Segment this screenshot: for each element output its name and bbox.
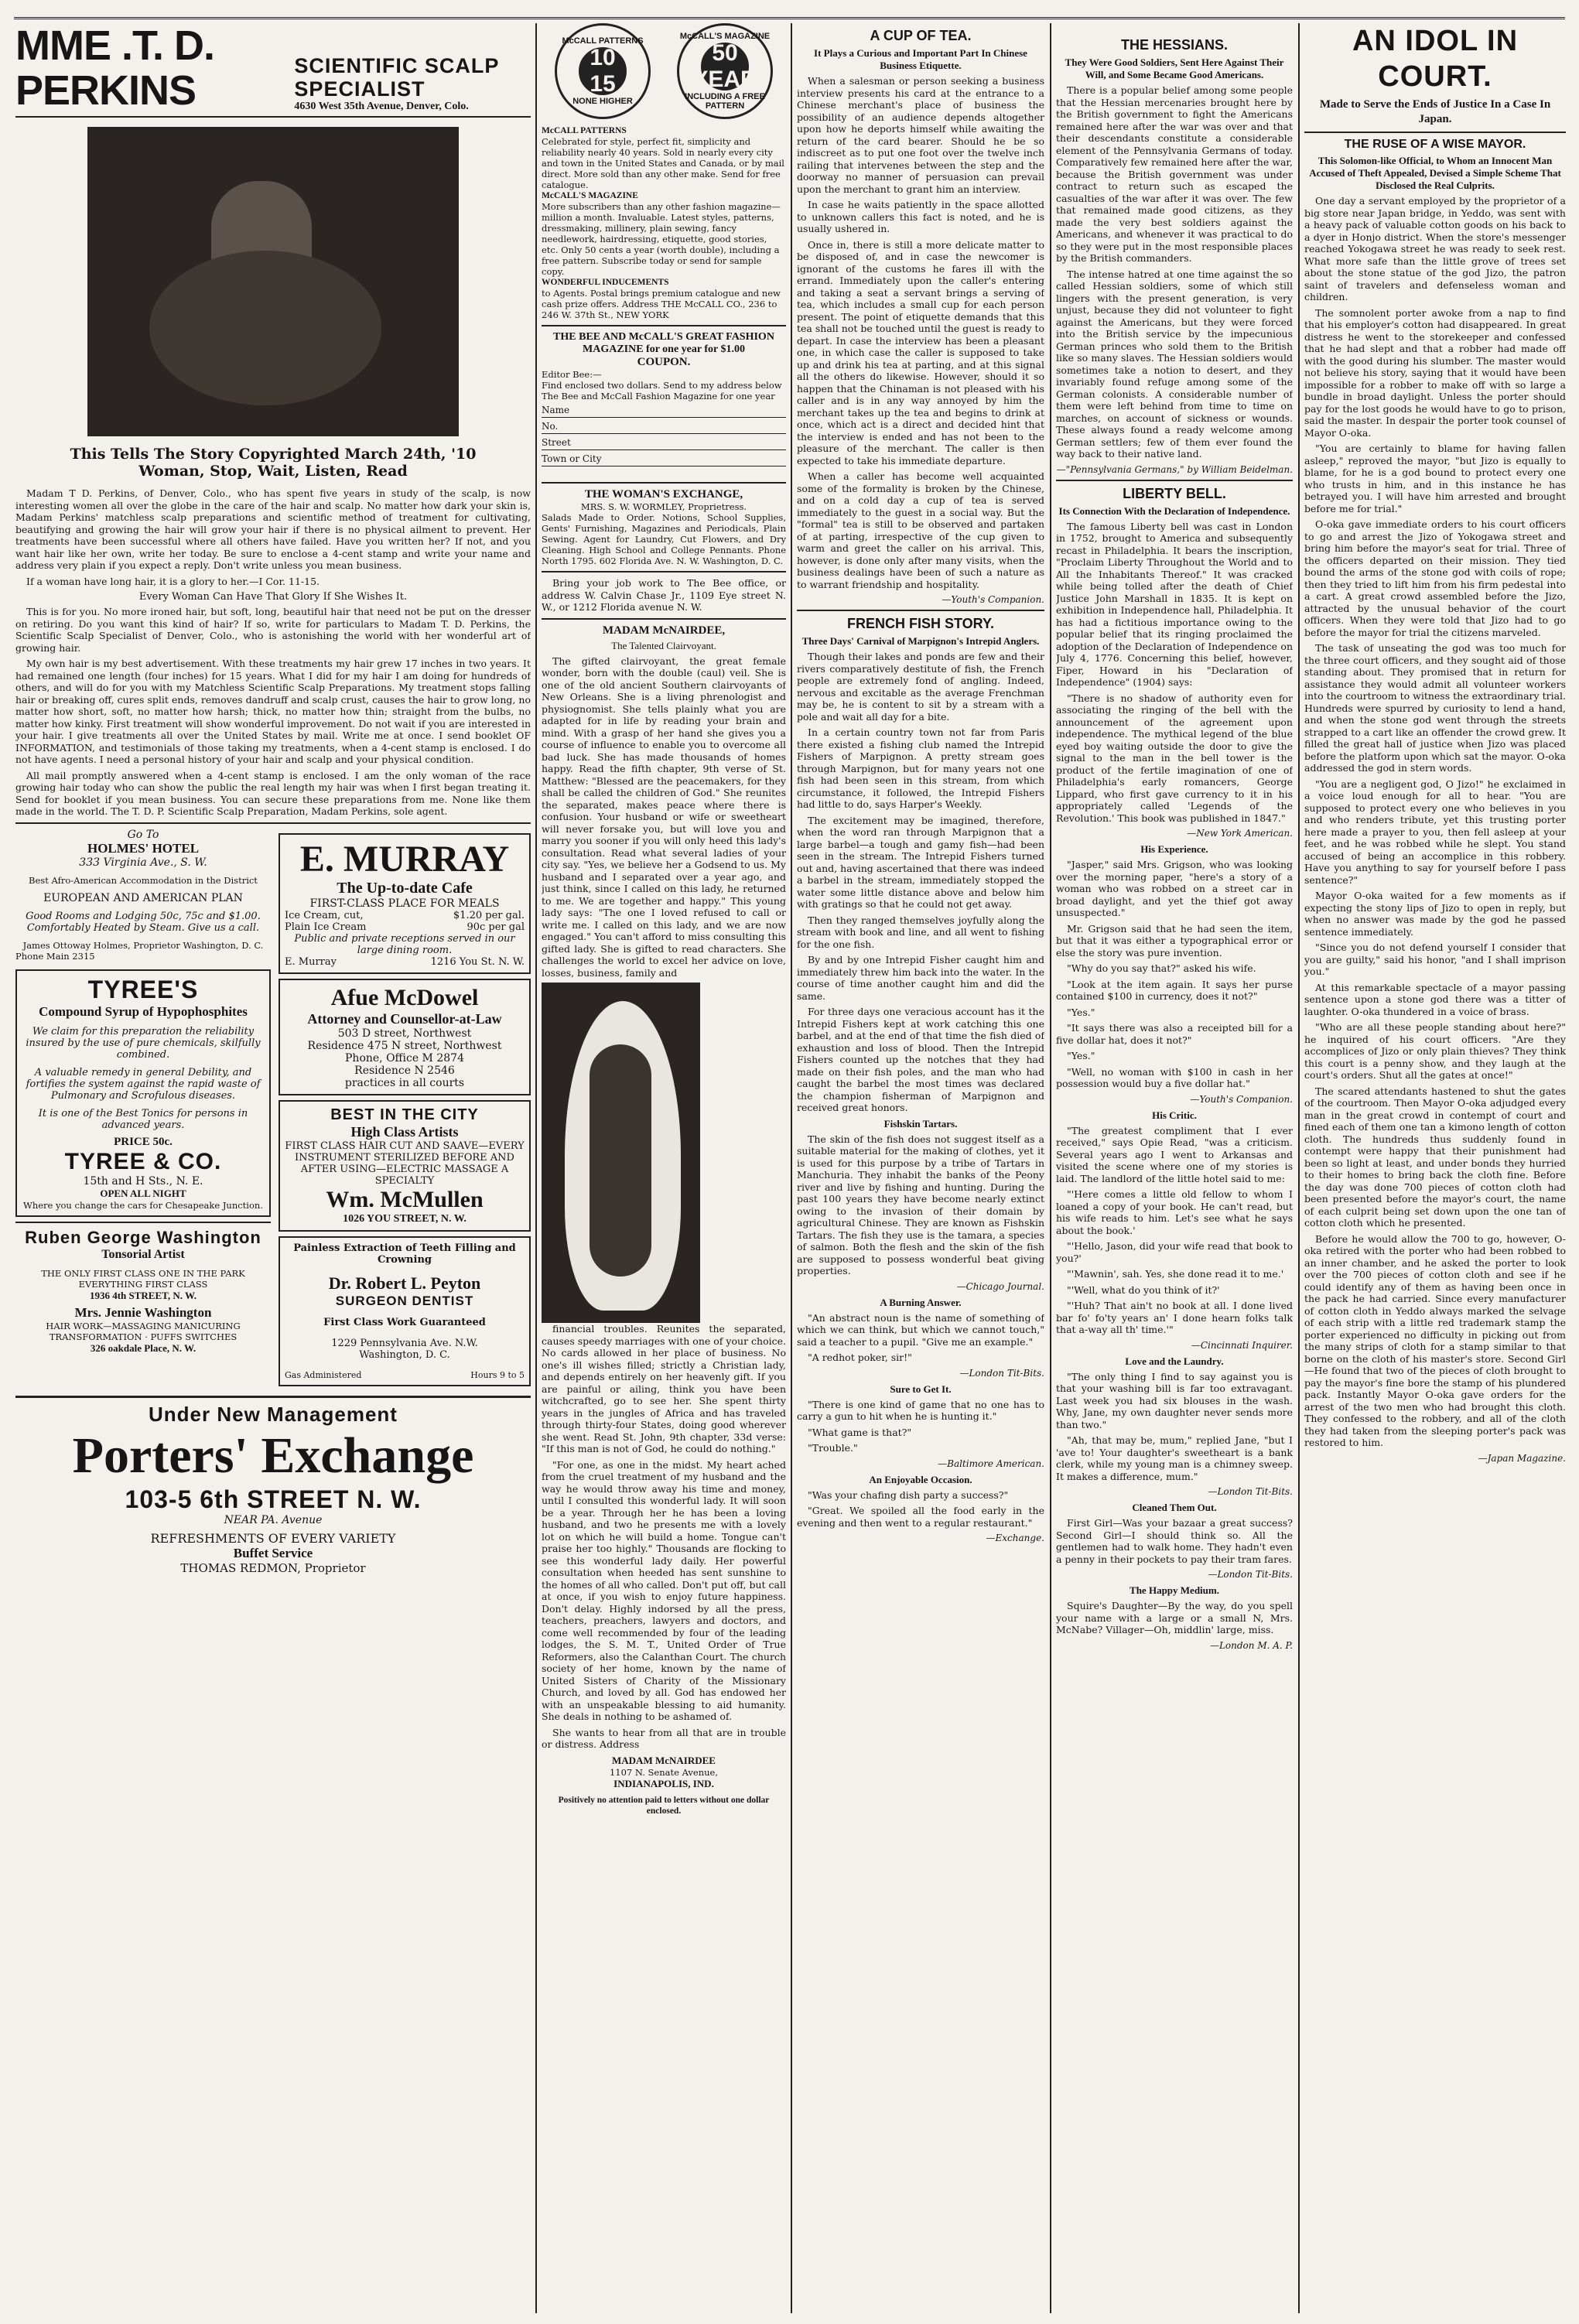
mccall-patterns-badge xyxy=(555,23,651,119)
critic-paragraph: "'Hello, Jason, did your wife read that book to you?' xyxy=(1056,1240,1293,1264)
mccall-badges xyxy=(542,23,786,119)
column-idol xyxy=(1304,23,1566,2313)
critic-paragraph: "The greatest compliment that I ever received," says Opie Read, "was a criticism. Several years ago I went to Arkansas and visited the scene where one of my stories is laid. The landlord of the little hotel said to me: xyxy=(1056,1124,1293,1184)
perkins-portrait xyxy=(87,127,459,436)
mcnairdee-name: MADAM McNAIRDEE, xyxy=(602,624,726,637)
tartars-source: —Chicago Journal. xyxy=(956,1280,1044,1292)
mcdowel-ad xyxy=(279,979,531,1095)
column-mccall xyxy=(542,23,786,2313)
badge-number: 10 15 xyxy=(579,47,627,95)
badge-label: NONE HIGHER xyxy=(572,97,633,106)
murray-ice-2-price: 90c per gal xyxy=(467,921,525,933)
peyton-address: 1229 Pennsylvania Ave. N.W. xyxy=(331,1337,478,1349)
column-rule xyxy=(1298,23,1300,2313)
perkins-name: MME .T. D. PERKINS xyxy=(15,23,214,114)
ruben-line: 1936 4th STREET, N. W. xyxy=(89,1289,197,1301)
mcdowel-name: Afue McDowel xyxy=(330,984,479,1010)
mcmullen-address: 1026 YOU STREET, N. W. xyxy=(343,1212,467,1225)
enjoyable-title: An Enjoyable Occasion. xyxy=(869,1473,972,1485)
coupon-field[interactable]: Street xyxy=(542,437,786,450)
column-perkins xyxy=(15,23,531,2313)
mcdowel-line: Phone, Office M 2874 xyxy=(345,1051,464,1065)
peyton-name: Dr. Robert L. Peyton xyxy=(328,1273,481,1293)
mcnairdee-address: MADAM McNAIRDEE xyxy=(612,1754,716,1766)
experience-paragraph: "Yes." xyxy=(1067,1006,1095,1018)
perkins-paragraph: If a woman have long hair, it is a glory to her.—I Cor. 11-15. xyxy=(26,575,320,587)
badge-label: INCLUDING A FREE PATTERN xyxy=(685,92,765,111)
coupon-editor: Editor Bee:— xyxy=(542,369,602,380)
porters-near: NEAR PA. Avenue xyxy=(224,1513,323,1526)
critic-paragraph: "'Here comes a little old fellow to whom I loaned a copy of your book. He can't read, but his wife reads to him. Let's see what he says about the book.' xyxy=(1056,1188,1293,1236)
enjoyable-paragraph: "Great. We spoiled all the food early in the evening and then went to a regular restaurant." xyxy=(797,1505,1044,1529)
coupon-field[interactable]: No. xyxy=(542,421,786,434)
ruben-name-2: Mrs. Jennie Washington xyxy=(74,1304,212,1320)
murray-cafe: The Up-to-date Cafe xyxy=(337,879,473,897)
fish-paragraph: For three days one veracious account has it the Intrepid Fishers kept at work catching this one barbel, and at the end of that time the fish died of exhaustion and loss of blood. Then the Intrepid Fishers counted up the notches that they had made on their fish poles, and the man who had caught the barbel the most times was declared the champion fisherman of Marpignon and received great honors. xyxy=(797,1006,1044,1113)
idol-paragraph: Before he would allow the 700 to go, however, O-oka retired with the porter who had been robbed to an inner chamber, and he asked the porter to look over the 700 pieces of cotton cloth and see if he could identify any of them as having been once in the pack he had carried. Since every manufacturer of cotton cloth in Yeddo always marked the selvage of each strip with a little red trademark stamp the porter experienced no difficulty in picking out from the many strips of cloth for a stamp similar to that borne on the cloth of his master's store. Second Girl—He found that two of the pieces of cloth brought to pay the mayor's fine bore the stamp of his plundered pack. Instantly Mayor O-oka gave orders for the arrest of the two men who had brought this cloth. They confessed to the robbery, and all of the cloth they had taken from the sleeping porter's pack was restored to him. xyxy=(1304,1232,1566,1448)
perkins-address: 4630 West 35th Avenue, Denver, Colo. xyxy=(294,101,469,112)
ruben-line: TRANSFORMATION · PUFFS SWITCHES xyxy=(49,1331,238,1342)
exchange-body: Salads Made to Order. Notions, School Supplies, Gents' Furnishing, Magazines and Periodicals, Plain Sewing. Agent for Laundry, Cut Flowers, and Dry Cleaning. High School and College Pennants. Phone North 1795. 602 Florida Ave. N. W. Washington, D. C. xyxy=(542,512,786,566)
idol-subtitle: Made to Serve the Ends of Justice In a Case In Japan. xyxy=(1319,98,1551,125)
critic-paragraph: "'Huh? That ain't no book at all. I done lived bar fo' fo'ty years an' I done hearn folks talk that a-way all th' time.'" xyxy=(1056,1300,1293,1335)
idol-paragraph: "You are a negligent god, O Jizo!" he exclaimed in a voice loud enough for all to hear. "You are supposed to protect every one who believes in you and who renders tribute, yet this trusting porter here made a prayer to you, then fell asleep at your feet, and he was robbed while he slept. You stand accused of being an accomplice in this robbery. Have you anything to say for yourself before I pass sentence?" xyxy=(1304,778,1566,886)
idol-paragraph: The scared attendants hastened to shut the gates of the courtroom. Then Mayor O-oka adjudged every man in the great crowd in contempt of court and fined each of them one tan a kimono length of cotton cloth. The hundreds thus suddenly found in contempt were happy that their punishment had been so light at least, and under bonds they hurried to their homes to bring back the cloth fine. Before the day was done 700 pieces of cotton cloth had been presented before the mayor's court, the name of each culprit being set down upon the one tan of cotton cloth which he presented. xyxy=(1304,1085,1566,1229)
mcnairdee-paragraph: financial troubles. Reunites the separated, causes speedy marriages with one of your choice. No cards allowed in her place of business. No one's ill wishes filled; strictly a Christian lady, and depends entirely on her heavenly gift. If you are painful or ailing, think you have been witchcrafted, go to see her. She spent thirty years in the jungles of Africa and has traveled through thirty-four States, doing good wherever she went. Read St. John, 9th chapter, 33d verse: "If this man is not of God, he could do nothing." xyxy=(542,1323,786,1454)
critic-paragraph: "'Mawnin', sah. Yes, she done read it to me.' xyxy=(1067,1268,1284,1280)
badge-label: McCALL PATTERNS xyxy=(562,36,644,46)
experience-paragraph: "Why do you say that?" asked his wife. xyxy=(1067,962,1256,974)
mcnairdee-address: INDIANAPOLIS, IND. xyxy=(613,1777,714,1789)
coupon-field[interactable]: Name xyxy=(542,405,786,418)
peyton-line: First Class Work Guaranteed xyxy=(323,1316,486,1328)
tyree-claim: We claim for this preparation the reliability insured by the use of pure chemicals, skilfully combined. xyxy=(26,1025,261,1061)
experience-paragraph: "Look at the item again. It says her purse contained $100 in currency, does it not?" xyxy=(1056,978,1293,1002)
ruben-name: Ruben George Washington xyxy=(25,1227,261,1247)
cleaned-source: —London Tit-Bits. xyxy=(1208,1569,1293,1580)
idol-paragraph: O-oka gave immediate orders to his court officers to go and arrest the Jizo of Yokogawa street and bring him before the mayor's seat for trial. Three of the officers departed on their mission. They tied bound the arms of the stone god with coils of rope; then they tried to lift him from his firm pedestal into a cart. A great crowd assembled before the Jizo, attracted by the unusual behavior of the court officers. When they were told that Jizo had to go before the mayor for trial the citizens marveled. xyxy=(1304,518,1566,638)
mccall-heading: WONDERFUL INDUCEMENTS xyxy=(542,278,669,287)
exchange-title: THE WOMAN'S EXCHANGE, xyxy=(584,488,743,501)
happy-title: The Happy Medium. xyxy=(1130,1584,1219,1596)
mccall-text: More subscribers than any other fashion magazine—million a month. Invaluable. Latest styles, patterns, dressmaking, millinery, plain sewing, fancy needlework, hairdressing, etiquette, good stories, etc. Only 50 cents a year (worth double), including a free pattern. Subscribe today or send for sample copy. xyxy=(542,201,781,277)
perkins-caption: This Tells The Story Copyrighted March 24th, '10 xyxy=(70,446,477,463)
murray-foot: 1216 You St. N. W. xyxy=(430,955,525,968)
peyton-line: Painless Extraction of Teeth Filling and Crowning xyxy=(293,1242,516,1266)
burning-title: A Burning Answer. xyxy=(880,1296,962,1308)
idol-paragraph: The somnolent porter awoke from a nap to find that his employer's cotton had disappeared. In great distress he went to the storekeeper and confessed that he had slept and that a robber had made off with the good during his slumber. The master would not believe his story, saying that it would have been impossible for a robber to make off with so large a bundle in broad daylight. Unless the porter should pay for the lost goods he would have to go to prison, said the master. In despair the porter took counsel of Mayor O-oka. xyxy=(1304,306,1566,439)
idol-paragraph: "Who are all these people standing about here?" he inquired of his court officers. "Are they accomplices of Jizo or only plain thieves? They think this court is a penny show, and they laugh at the court's orders. Shut all the gates at once!" xyxy=(1304,1021,1566,1081)
experience-paragraph: Mr. Grigson said that he had seen the item, but that it was either a typographical error or else the story was pure invention. xyxy=(1056,922,1293,959)
experience-paragraph: "It says there was also a receipted bill for a five dollar hat, does it not?" xyxy=(1056,1022,1293,1046)
idol-paragraph: Mayor O-oka waited for a few moments as if expecting the stony lips of Jizo to open in reply, but when no answer was made by the god he passed sentence immediately. xyxy=(1304,890,1566,938)
murray-ice-2: Plain Ice Cream xyxy=(285,921,367,933)
coupon-field[interactable]: Town or City xyxy=(542,453,786,467)
peyton-address: Washington, D. C. xyxy=(359,1348,450,1361)
holmes-line: EUROPEAN AND AMERICAN PLAN xyxy=(43,891,243,904)
holmes-address: 333 Virginia Ave., S. W. xyxy=(79,856,207,869)
column-rule xyxy=(791,23,792,2313)
badge-number: 50 YEAR xyxy=(692,40,757,92)
tea-paragraph: When a salesman or person seeking a business interview presents his card at the entrance to a Chinese merchant's place of business the possibility of an audience depends altogether upon how he deports himself while awaiting the return of the card bearer. Should he be so indiscreet as to put one foot over the twelve inch railing that intervenes between the step and the doorway no manner of persuasion can prevail upon the merchant to grant him an interview. xyxy=(797,75,1044,195)
laundry-source: —London Tit-Bits. xyxy=(1208,1486,1293,1497)
perkins-header xyxy=(15,23,531,118)
liberty-title: LIBERTY BELL. xyxy=(1123,485,1226,501)
tyree-name: TYREE'S xyxy=(87,975,199,1003)
enjoyable-paragraph: "Was your chafing dish party a success?" xyxy=(808,1488,1009,1501)
hessians-source: —"Pennsylvania Germans," by William Beidelman. xyxy=(1056,463,1293,475)
tea-subtitle: It Plays a Curious and Important Part In Chinese Business Etiquette. xyxy=(814,47,1027,71)
column-rule xyxy=(535,23,537,2313)
holmes-line: Best Afro-American Accommodation in the District xyxy=(29,874,258,886)
tea-paragraph: When a caller has become well acquainted some of the formality is broken by the Chinese, and on a cold day a cup of tea is served immediately to the guest in a social way. But the "formal" tea is still to be observed and partaken of at parting, irrespective of the cup given to warm and greet the caller on his arrival. This, however, is done only after many visits, when the business dealings have been of such a nature as to warrant friendship and hospitality. xyxy=(797,470,1044,590)
experience-title: His Experience. xyxy=(1140,843,1208,855)
burning-paragraph: "A redhot poker, sir!" xyxy=(808,1352,912,1363)
mcnairdee-paragraph: The gifted clairvoyant, the great female wonder, born with the double (caul) veil. She is one of the old ancient Southern clairvoyants of New Orleans. She is a living phrenologist and physiognomist. She tells plainly what you are adapted for in life by reading your brain and mind. With a grasp of her hand she gives you a course of influence to enable you to overcome all bad luck. She has made thousands of homes happy. Read the fifth chapter, 9th verse of St. Matthew: "Blessed are the peacemakers, for they shall be called the children of God." She reunites the separated, makes peace where there is confusion. Your husband or wife or sweetheart will never forsake you, but will love you and marry you sooner if you will only heed this lady's consultation. Read what several ladies of your city say. "Yes, we believe her a Godsend to us. My husband and I separated over a year ago, and just think, since I called on this lady, he returned to me. We are together and happy." This young lady says: "The one I loved refused to call or write me. I called on this lady, and we are now engaged." You can't afford to miss consulting this gifted lady. She is gifted to read characters. She challenges the world to excel her advice on love, losses, business, family and xyxy=(542,654,786,979)
perkins-paragraph: All mail promptly answered when a 4-cent stamp is enclosed. I am the only woman of the race growing hair today who can show the public the real length my hair was when I first began treating it. Send for booklet if you mean business. You can secure these preparations from me. None like them made in the world. The T. D. P. Scientific Scalp Preparation, Madam Perkins, sole agent. xyxy=(15,769,531,817)
porters-ad xyxy=(15,1403,531,1575)
right-ads-column xyxy=(279,829,531,1391)
hessians-subtitle: They Were Good Soldiers, Sent Here Against Their Will, and Some Became Good Americans. xyxy=(1065,56,1284,80)
left-ads-column xyxy=(15,829,271,1391)
tyree-open: OPEN ALL NIGHT xyxy=(100,1187,186,1199)
idol-paragraph: The task of unseating the god was too much for the three court officers, and they sought aid of those standing about. They promised that in return for assistance they would admit all volunteer workers into the courtroom to witness the extraordinary trial. Hundreds were spurred by curiosity to lend a hand, and when the stone god went through the streets strapped to a cart like an offender the crowd grew. It filled the great hall of justice when Jizo was placed before the platform upon which sat the mayor. O-oka addressed the god in stern words. xyxy=(1304,642,1566,774)
tyree-remedy: A valuable remedy in general Debility, and fortifies the system against the rapid waste of Pulmonary and Scrofulous diseases. xyxy=(26,1066,261,1102)
porters-line: REFRESHMENTS OF EVERY VARIETY xyxy=(150,1530,396,1546)
holmes-goto: Go To xyxy=(127,828,159,841)
mcnairdee-note: Positively no attention paid to letters without one dollar enclosed. xyxy=(558,1795,770,1816)
mccall-heading: McCALL'S MAGAZINE xyxy=(542,191,638,200)
tartars-paragraph: The skin of the fish does not suggest itself as a suitable material for the making of clothes, yet it is used for this purpose by a tribe of Tartars in Manchuria. They inhabit the banks of the Peony river and live by fishing and hunting. During the past 100 years they have become nearly extinct owing to the invasion of their domain by agricultural Chinese. They are known as Fishskin Tartars. The fish they use is the tamara, a species of salmon. Both the flesh and the skin of the fish are supposed to possess wonderful beat giving properties. xyxy=(797,1133,1044,1276)
column-rule xyxy=(1050,23,1051,2313)
porters-line: Buffet Service xyxy=(233,1545,313,1560)
bring-job-work: Bring your job work to The Bee office, or address W. Calvin Chase Jr., 1109 Eye street N. W., or 1212 Florida avenue N. W. xyxy=(542,577,786,613)
hessians-title: THE HESSIANS. xyxy=(1120,37,1229,53)
fish-paragraph: Though their lakes and ponds are few and their rivers comparatively destitute of fish, the French people are extremely fond of angling. Indeed, nervous and excitable as the average Frenchman may be, he is content to sit by a stream with a pole and wait all day for a bite. xyxy=(797,651,1044,723)
exchange-proprietress: MRS. S. W. WORMLEY, Proprietress. xyxy=(580,501,747,512)
murray-line: FIRST-CLASS PLACE FOR MEALS xyxy=(309,897,500,910)
idol-heading-2: THE RUSE OF A WISE MAYOR. xyxy=(1344,138,1526,151)
peyton-gas: Gas Administered xyxy=(285,1369,362,1380)
critic-paragraph: "'Well, what do you think of it?' xyxy=(1067,1283,1220,1296)
critic-source: —Cincinnati Inquirer. xyxy=(1191,1339,1293,1351)
liberty-subtitle: Its Connection With the Declaration of Independence. xyxy=(1058,504,1290,517)
ruben-line: 326 oakdale Place, N. W. xyxy=(90,1341,197,1354)
murray-ice-1: Ice Cream, cut, xyxy=(285,909,364,921)
happy-source: —London M. A. P. xyxy=(1209,1639,1293,1651)
mcmullen-heading: BEST IN THE CITY xyxy=(330,1106,479,1123)
murray-name: E. MURRAY xyxy=(299,838,510,880)
liberty-paragraph: "There is no shadow of authority even for associating the ringing of the bell with the announcement of the agreement upon independence. The mythical legend of the blue eyed boy waiting outside the door to give the signal to the man in the bell tower is the product of the fertile imagination of one of Philadelphia's early romancers, George Lippard, who first gave currency to it in his appropriately called 'Legends of the Revolution.' This book was published in 1847." xyxy=(1056,692,1293,824)
hessians-paragraph: There is a popular belief among some people that the Hessian mercenaries brought here by the British government to fight the Americans remained here after the war was over and that their descendants constitute a considerable element of the Pennsylvania Germans of today. Comparatively few remained here after the war, because the British government was under contract to return such as escaped the casualties of the war after it was over. The few that remained made good citizens, as they made the very best soldiers against the Americans, and whenever it was practical to do so they were put in the most responsible places by the British commanders. xyxy=(1056,84,1293,264)
column-tea-fish xyxy=(797,23,1044,2313)
tyree-ad xyxy=(15,969,271,1217)
porters-address: 103-5 6th STREET N. W. xyxy=(125,1485,422,1513)
holmes-line: James Ottoway Holmes, Proprietor Washington, D. C. xyxy=(22,939,264,951)
mccall-magazine-badge xyxy=(677,23,773,119)
fish-paragraph: In a certain country town not far from Paris there existed a fishing club named the Intrepid Fishers of Marpignon. A pretty stream goes through Marpignon, but for many years not one fish had been seen in this stream, from which circumstance, it followed, the Intrepid Fishers had little to do, says Harper's Weekly. xyxy=(797,726,1044,810)
murray-foot: E. Murray xyxy=(285,955,337,968)
tyree-price: PRICE 50c. xyxy=(114,1135,173,1148)
idol-paragraph: At this remarkable spectacle of a mayor passing sentence upon a stone god there was a titter of laughter. O-oka thundered in a voice of brass. xyxy=(1304,981,1566,1017)
laundry-title: Love and the Laundry. xyxy=(1125,1355,1224,1367)
idol-paragraph: "Since you do not defend yourself I consider that you are guilty," said his honor, "and I shall imprison you." xyxy=(1304,942,1566,977)
ruben-title: Tonsorial Artist xyxy=(101,1247,185,1261)
cleaned-paragraph: First Girl—Was your bazaar a great success? Second Girl—I should think so. All the gentlemen had to walk home. They hadn't even a penny in their pockets to pay their tram fares. xyxy=(1056,1517,1293,1565)
fish-paragraph: The excitement may be imagined, therefore, when the word ran through Marpignon that a large barbel—a tough and gamy fish—had been seen in the stream. The Intrepid Fishers turned out and, having ascertained that there was indeed a barbel in the stream, immediately stopped the water some little distance above and below him with gratings so that he could not get away. xyxy=(797,814,1044,910)
mcmullen-heading-2: High Class Artists xyxy=(350,1123,459,1140)
tyree-product: Compound Syrup of Hypophosphites xyxy=(39,1003,248,1019)
liberty-source: —New York American. xyxy=(1187,828,1293,839)
mcdowel-title: Attorney and Counsellor-at-Law xyxy=(307,1010,502,1027)
murray-ad xyxy=(279,833,531,974)
idol-title: AN IDOL IN COURT. xyxy=(1352,25,1519,93)
experience-paragraph: "Well, no woman with $100 in cash in her possession would buy a five dollar hat." xyxy=(1056,1065,1293,1089)
mcnairdee-paragraph: She wants to hear from all that are in trouble or distress. Address xyxy=(542,1726,786,1750)
mcmullen-name: Wm. McMullen xyxy=(326,1186,484,1212)
hessians-paragraph: The intense hatred at one time against the so called Hessian soldiers, some of which still lingers with the present generation, is very unjust, because they did not volunteer to fight against the Americans, but they were forced into the British service by the impecunious German princes who sold them to the British like so many slaves. The Hessian soldiers would sometimes take a notion to desert, and they invariably found refuge among some of the German colonists. A considerable number of them were left behind from time to time on marches, on account of sickness or wounds. These always found a ready welcome among German settlers; few of them ever found the way back to their native land. xyxy=(1056,268,1293,460)
mccall-text: Celebrated for style, perfect fit, simplicity and reliability nearly 40 years. Sold in nearly every city and town in the United States and Canada, or by mail direct. More sold than any other make. Send for free catalogue. xyxy=(542,136,784,190)
porters-management: Under New Management xyxy=(149,1402,398,1426)
happy-paragraph: Squire's Daughter—By the way, do you spell your name with a large or a small N, Mrs. McNabe? Villager—Oh, middlin' large, miss. xyxy=(1056,1600,1293,1635)
mcnairdee-portrait xyxy=(542,983,700,1323)
mcdowel-line: practices in all courts xyxy=(344,1076,465,1089)
perkins-paragraph: My own hair is my best advertisement. With these treatments my hair grew 17 inches in two years. It had remained one length (four inches) for 15 years. What I did for my hair I am doing for hundreds of others, and will do for you with my Matchless Scientific Scalp Preparations. My treatment stops falling hair or breaking off, cures split ends, removes dandruff and scalp crust, causes the hair to grow long, no matter how short, soft, no matter how harsh; thick, no matter how thin; straight from the bulbs, no matter how kinky. First treatment will show wonderful improvement. Do not wait if you are interested in your hair. I give treatments all over the United States by mail. Write me at once. I send booklet OF INFORMATION, and testimonials of those taking my treatments, when a 4-cent stamp is enclosed. I do not have agents. I need a personal history of your hair and scalp and your physical condition. xyxy=(15,658,531,765)
sure-paragraph: "What game is that?" xyxy=(808,1426,912,1438)
ruben-line: HAIR WORK—MASSAGING MANICURING xyxy=(46,1320,241,1331)
tea-title: A CUP OF TEA. xyxy=(870,28,972,43)
mcdowel-line: 503 D street, Northwest xyxy=(337,1027,472,1040)
idol-subtitle-2: This Solomon-like Official, to Whom an Innocent Man Accused of Theft Appealed, Devised a Simple Scheme That Disclosed the Real Culprits. xyxy=(1309,155,1561,191)
idol-source: —Japan Magazine. xyxy=(1478,1452,1566,1464)
murray-ice-1-price: $1.20 per gal. xyxy=(453,909,525,921)
sure-paragraph: "There is one kind of game that no one has to carry a gun to hit when he is hunting it." xyxy=(797,1398,1044,1422)
fish-paragraph: By and by one Intrepid Fisher caught him and immediately threw him back into the water. In the course of time another caught him and did the same. xyxy=(797,954,1044,1002)
mccall-text: to Agents. Postal brings premium catalogue and new cash prize offers. Address THE McCALL CO., 236 to 246 W. 37th St., NEW YORK xyxy=(542,288,781,320)
experience-paragraph: "Yes." xyxy=(1067,1050,1095,1061)
tea-source: —Youth's Companion. xyxy=(942,594,1044,605)
experience-paragraph: "Jasper," said Mrs. Grigson, who was looking over the morning paper, "here's a story of a woman who was robbed on a street car in broad daylight, and yet the thief got away unsuspected." xyxy=(1056,859,1293,918)
coupon-title: THE BEE AND McCALL'S GREAT FASHION MAGAZINE for one year for $1.00 xyxy=(553,331,774,355)
perkins-caption-2: Woman, Stop, Wait, Listen, Read xyxy=(138,463,408,480)
tea-paragraph: Once in, there is still a more delicate matter to be disposed of, and in case the newcomer is ignorant of the customs he fares ill with the errand. Immediately upon the caller's entering and taking a seat a servant brings a serving of tea, which includes a small cup for each person present. The point of etiquette demands that this tea shall not be touched until the guest is ready to depart. In case the interview has been a pleasant one, in which case the caller is supposed to take up and drink his tea at parting, and at this signal all the others do likewise. However, should it so happen that the Chinaman is not pleased with his caller and is in any way annoyed by him the merchant takes up the tea and begins to drink at once, which act is a direct and decided hint that the interview is ended and has not been to the pleasure of the merchant. The caller is then expected to take his immediate departure. xyxy=(797,238,1044,467)
holmes-phone: Phone Main 2315 xyxy=(15,950,95,962)
perkins-paragraph: Madam T D. Perkins, of Denver, Colo., who has spent five years in study of the scalp, is now interesting women all over the globe in the care of the hair and scalp. No matter how dark your skin is, Madam Perkins' matchless scalp preparations and scientific method of treatment for cultivating, beautifying and growing the hair will grow your hair if there is no physical ailment to prevent. Her treatments have been successful where all others have failed. Have you written her? If not, and you want hair like her own, write her today. Be sure to enclose a 4-cent stamp and write your name and address very plain if you expect a reply. Don't write unless you mean business. xyxy=(15,487,531,571)
tartars-title: Fishskin Tartars. xyxy=(883,1117,958,1130)
enjoyable-source: —Exchange. xyxy=(986,1533,1044,1543)
porters-name: Porters' Exchange xyxy=(72,1427,474,1484)
column-hessians xyxy=(1056,23,1293,2313)
mcdowel-line: Residence 475 N street, Northwest xyxy=(307,1039,502,1052)
perkins-paragraph: This is for you. No more ironed hair, but soft, long, beautiful hair that need not be put on the dresser on retiring. Do you want this kind of hair? If so, write for particulars to Madam T. D. Perkins, the Scientific Scalp Specialist of Denver, Colo., who is astonishing the world with her wonderful art of growing hair. xyxy=(15,606,531,654)
tyree-tonic: It is one of the Best Tonics for persons in advanced years. xyxy=(38,1107,248,1131)
laundry-paragraph: "Ah, that may be, mum," replied Jane, "but I 'ave to! Your daughter's sweetheart is a bank clerk, while my young man is a chimney sweep. It makes a difference, mum." xyxy=(1056,1434,1293,1482)
murray-line: Public and private receptions served in our large dining room. xyxy=(294,932,515,956)
perkins-paragraph: Every Woman Can Have That Glory If She Wishes It. xyxy=(138,591,408,603)
mcnairdee-title: The Talented Clairvoyant. xyxy=(611,639,716,651)
sure-title: Sure to Get It. xyxy=(890,1382,952,1395)
idol-paragraph: One day a servant employed by the proprietor of a big store near Japan bridge, in Yeddo, was sent with a heavy pack of valuable cotton goods on his back to a dyer in Honjo district. When the store's messenger reached Yokogawa street he was ready to seek rest. What more safe than the little grove of trees set about the stone statue of the god Jizo, the patron saint of travelers and defenseless woman and children. xyxy=(1304,195,1566,302)
holmes-name: HOLMES' HOTEL xyxy=(87,840,200,856)
mcmullen-line: FIRST CLASS HAIR CUT AND SAAVE—EVERY INSTRUMENT STERILIZED BEFORE AND AFTER USING—ELECTRIC MASSAGE A SPECIALTY xyxy=(285,1140,525,1187)
cleaned-title: Cleaned Them Out. xyxy=(1132,1502,1217,1513)
sure-source: —Baltimore American. xyxy=(938,1458,1044,1469)
porters-proprietor: THOMAS REDMON, Proprietor xyxy=(180,1560,366,1575)
experience-source: —Youth's Companion. xyxy=(1190,1093,1293,1105)
ruben-line: THE ONLY FIRST CLASS ONE IN THE PARK xyxy=(41,1267,245,1279)
perkins-title: SCIENTIFIC SCALP SPECIALIST xyxy=(294,54,499,101)
laundry-paragraph: "The only thing I find to say against you is that your washing bill is far too extravagant. Last week you had six blouses in the wash. Why, Jane, my own daughter never sends more than two." xyxy=(1056,1370,1293,1430)
tea-paragraph: In case he waits patiently in the space allotted to unknown callers this fact is noted, and he is usually ushered in. xyxy=(797,199,1044,234)
holmes-line: Good Rooms and Lodging 50c, 75c and $1.00. Comfortably Heated by Steam. Give us a call. xyxy=(26,910,261,934)
peyton-title: SURGEON DENTIST xyxy=(335,1293,474,1308)
peyton-hours: Hours 9 to 5 xyxy=(470,1369,525,1380)
fish-title: FRENCH FISH STORY. xyxy=(846,616,995,631)
top-rule xyxy=(14,17,1565,19)
burning-source: —London Tit-Bits. xyxy=(959,1367,1044,1379)
coupon-label: COUPON. xyxy=(637,356,691,368)
badge-label: McCALL'S MAGAZINE xyxy=(679,32,771,41)
tyree-cars: Where you change the cars for Chesapeake Junction. xyxy=(23,1199,263,1211)
peyton-ad xyxy=(279,1236,531,1386)
mccall-heading: McCALL PATTERNS xyxy=(542,126,627,135)
burning-paragraph: "An abstract noun is the name of something of which we can think, but which we cannot touch," said a teacher to a pupil. "Give me an example." xyxy=(797,1311,1044,1348)
critic-title: His Critic. xyxy=(1152,1109,1197,1121)
tyree-address: 15th and H Sts., N. E. xyxy=(83,1174,203,1188)
sure-paragraph: "Trouble." xyxy=(808,1442,858,1454)
fish-paragraph: Then they ranged themselves joyfully along the stream with book and line, and all went to fishing for the one fish. xyxy=(797,914,1044,950)
fish-subtitle: Three Days' Carnival of Marpignon's Intrepid Anglers. xyxy=(801,635,1040,647)
mcdowel-line: Residence N 2546 xyxy=(354,1064,455,1077)
tyree-company: TYREE & CO. xyxy=(64,1148,222,1174)
ruben-line: EVERYTHING FIRST CLASS xyxy=(78,1278,208,1290)
mcnairdee-address: 1107 N. Senate Avenue, xyxy=(609,1766,718,1778)
mcmullen-ad xyxy=(279,1100,531,1232)
coupon-text: Find enclosed two dollars. Send to my address below The Bee and McCall Fashion Magazine for one year xyxy=(542,380,782,402)
mcnairdee-paragraph: "For one, as one in the midst. My heart ached from the cruel treatment of my husband and the way he would throw away his time and money, until I consulted this wonderful lady. It will soon be a year. Through her he has been a loving husband, and two he presents me with a lovely lot on which he will build a home. Tongue can't praise her too highly." Thousands are flocking to see this wonderful lady daily. Her powerful consultation when heeded has sent sunshine to the homes of all who called. Don't put off, but call at once, if you wish to enjoy future happiness. Don't delay. Highly indorsed by all the press, teachers, preachers, lawyers and doctors, and come well recommended by four of the leading lodges, the S. M. T., United Order of True Reformers, also the Calanthan Court. The church society of her home, known by the name of United Sisters of Charity of the Missionary Church, and loved by all. God has endowed her with an unspeakable blessing to aid humanity. She deals in nothing to be ashamed of. xyxy=(542,1458,786,1722)
idol-paragraph: "You are certainly to blame for having fallen asleep," reproved the mayor, "but Jizo is equally to blame, for he is a god bound to protect every one who trusts in him, and in this instance he has betrayed you. I will have him arrested and brought before me for trial." xyxy=(1304,443,1566,514)
liberty-paragraph: The famous Liberty bell was cast in London in 1752, brought to America and subsequently recast in Philadelphia. It bears the inscription, "Proclaim Liberty Throughout the World and to All the Inhabitants Thereof." It was cracked while being tolled after the death of Chief Justice John Marshall in 1835. It is kept on exhibition in Independence hall, Philadelphia. It has had a fictitious importance owing to the popular belief that its ringing proclaimed the adoption of the Declaration of Independence on July 4, 1776. Concerning this belief, however, Fiper, Howard in his "Declaration of Independence" (1904) says: xyxy=(1056,520,1293,688)
